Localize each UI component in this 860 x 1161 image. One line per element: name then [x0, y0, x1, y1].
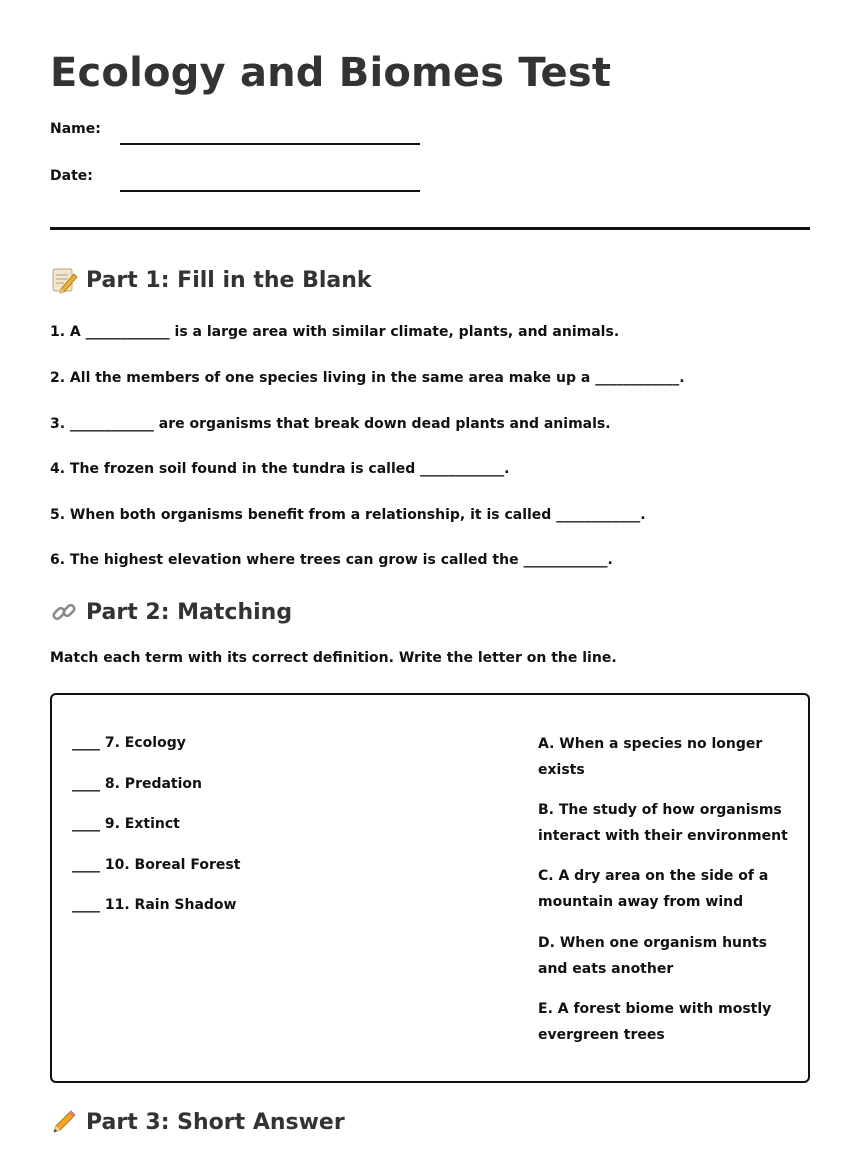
part3-heading — [50, 1108, 345, 1136]
name-label: Name: — [50, 121, 101, 137]
matching-instructions: Match each term with its correct definition. Write the letter on the line. — [50, 650, 617, 666]
link-icon — [50, 598, 78, 626]
date-line[interactable] — [120, 190, 420, 192]
page-title: Ecology and Biomes Test — [50, 50, 612, 96]
question-5: 5. When both organisms benefit from a relationship, it is called ____________. — [50, 507, 646, 523]
name-line[interactable] — [120, 143, 420, 145]
question-2: 2. All the members of one species living in the same area make up a ____________. — [50, 370, 685, 386]
matching-box — [50, 693, 810, 1083]
question-4: 4. The frozen soil found in the tundra is called ____________. — [50, 461, 510, 477]
part1-heading-text: Part 1: Fill in the Blank — [86, 267, 372, 293]
definition-d: D. When one organism hunts and eats another — [538, 935, 767, 977]
question-6: 6. The highest elevation where trees can grow is called the ____________. — [50, 552, 613, 568]
term-10: ____ 10. Boreal Forest — [72, 857, 241, 873]
definition-b: B. The study of how organisms interact with their environment — [538, 802, 788, 844]
definition-e: E. A forest biome with mostly evergreen trees — [538, 1001, 772, 1043]
part2-heading-text: Part 2: Matching — [86, 599, 293, 625]
definition-c: C. A dry area on the side of a mountain away from wind — [538, 868, 769, 910]
term-7: ____ 7. Ecology — [72, 735, 186, 751]
term-8: ____ 8. Predation — [72, 776, 203, 792]
pencil-icon — [50, 1108, 78, 1136]
header-divider — [50, 227, 810, 230]
term-9: ____ 9. Extinct — [72, 816, 180, 832]
part1-heading — [50, 266, 372, 294]
definition-a: A. When a species no longer exists — [538, 736, 763, 778]
question-3: 3. ____________ are organisms that break down dead plants and animals. — [50, 416, 611, 432]
part3-heading-text: Part 3: Short Answer — [86, 1109, 345, 1135]
term-11: ____ 11. Rain Shadow — [72, 897, 237, 913]
question-1: 1. A ____________ is a large area with similar climate, plants, and animals. — [50, 324, 620, 340]
part2-heading — [50, 598, 292, 626]
date-field — [50, 168, 420, 192]
date-label: Date: — [50, 168, 93, 184]
memo-icon — [50, 266, 78, 294]
name-field — [50, 121, 420, 145]
